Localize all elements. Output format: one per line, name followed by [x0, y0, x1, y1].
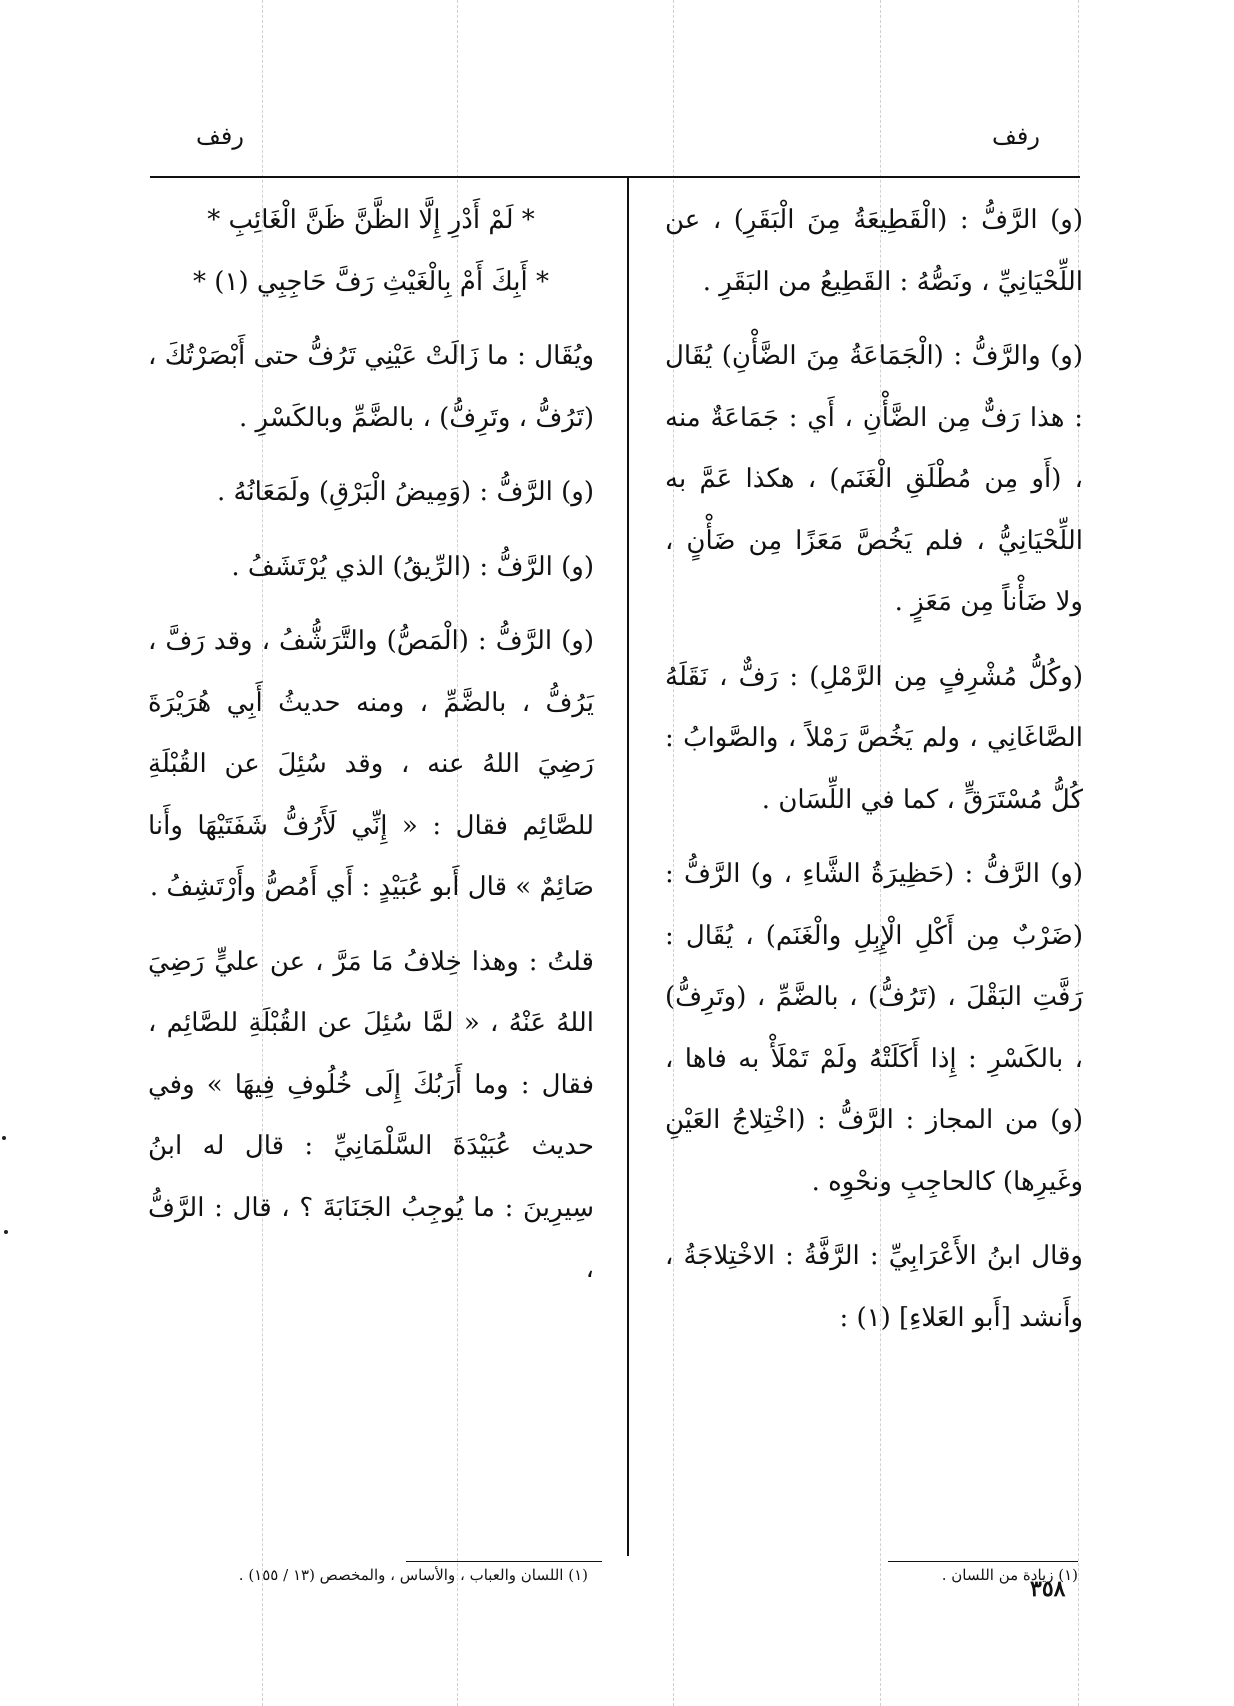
entry-paragraph: (و) والرَّفُّ : (الْجَمَاعَةُ مِنَ الضَّأْنِ) يُقَال : هذا رَفٌّ مِن الضَّأْنِ ، أَي : جَمَاعَةٌ منه ، (أَو مِن مُطْلَقِ الْغَنَم) ، هكذا عَمَّ به اللِّحْيَانِيُّ ، فلم يَخُصَّ مَعَزًا مِن ضَأْنٍ ، ولا ضَأْناً مِن مَعَزٍ .: [665, 341, 1083, 617]
entry-paragraph: (و) الرَّفُّ : (وَمِيضُ الْبَرْقِ) ولَمَعَانُهُ .: [216, 477, 594, 507]
running-head-left: رفف: [196, 122, 244, 150]
column-divider: [627, 178, 629, 1556]
footnote-rule-right: [888, 1561, 1078, 1562]
footnote-rule-left: [406, 1561, 602, 1562]
entry-paragraph: (و) الرَّفُّ : (حَظِيرَةُ الشَّاءِ ، و) الرَّفُّ : (ضَرْبٌ مِن أَكْلِ الْإِبِلِ والْغَنَم) ، يُقَال : رَفَّتِ البَقْلَ ، (تَرُفُّ) ، بالضَّمِّ ، (وتَرِفُّ) ، بالكَسْرِ : إِذا أَكَلَتْهُ ولَمْ تَمْلَأْ به فاها ، (و) من المجاز : الرَّفُّ : (اخْتِلاجُ العَيْنِ وغَيرِها) كالحاجِبِ ونحْوِه .: [665, 859, 1083, 1197]
entry-paragraph: (و) الرَّفُّ : (الرِّيقُ) الذي يُرْتَشَفُ .: [231, 551, 594, 582]
entry-paragraph: وقال ابنُ الأَعْرَابِيِّ : الرَّفَّةُ : الاخْتِلاجَةُ ، وأَنشد [أَبو العَلاءِ] (١) :: [665, 1241, 1083, 1333]
entry-paragraph: (وكُلُّ مُشْرِفٍ مِن الرَّمْلِ) : رَفٌّ ، نَقَلَهُ الصَّاغَانِي ، ولم يَخُصَّ رَمْلاً ، والصَّوابُ : كُلُّ مُسْتَرَقٍّ ، كما في اللِّسَان .: [665, 661, 1083, 815]
entry-paragraph: (و) الرَّفُّ : (الْمَصُّ) والتَّرَشُّفُ ، وقد رَفَّ ، يَرُفُّ ، بالضَّمِّ ، ومنه حديثُ أَبِي هُرَيْرَةَ رَضِيَ اللهُ عنه ، وقد سُئِلَ عن القُبْلَةِ للصَّائِم فقال : « إِنِّي لَأَرُفُّ شَفَتَيْهَا وأَنا صَائِمٌ » قال أَبو عُبَيْدٍ : أَي أَمُصُّ وأَرْتَشِفُ .: [148, 626, 594, 902]
running-head-right: رفف: [992, 122, 1040, 150]
scan-speck: [4, 1230, 8, 1234]
scan-speck: [2, 1136, 6, 1140]
left-column: [148, 190, 594, 1301]
page-number: ٣٥٨: [1030, 1576, 1066, 1602]
verse-line: * أَبِكَ أَمْ بِالْغَيْثِ رَفَّ حَاجِبِي (١) *: [193, 266, 549, 297]
entry-paragraph: قلتُ : وهذا خِلافُ مَا مَرَّ ، عن عليٍّ رَضِيَ اللهُ عَنْهُ ، « لمَّا سُئِلَ عن القُبْلَةِ للصَّائِم ، فقال : وما أَرَبُكَ إِلَى خُلُوفِ فِيهَا » وفي حديث عُبَيْدَةَ السَّلْمَانِيِّ : قال له ابنُ سِيرِينَ : ما يُوجِبُ الجَنَابَةَ ؟ ، قال : الرَّفُّ ،: [148, 946, 594, 1284]
verse-line: * لَمْ أَدْرِ إِلَّا الظَّنَّ ظَنَّ الْغَائِبِ *: [207, 205, 535, 235]
footnote-left: (١) اللسان والعباب ، والأساس ، والمخصص (١٣ / ١٥٥) .: [238, 1566, 588, 1584]
entry-paragraph: ويُقَال : ما زَالَتْ عَيْنِي تَرُفُّ حتى أَبْصَرْتُكَ ، (تَرُفُّ ، وتَرِفُّ) ، بالضَّمِّ وبالكَسْرِ .: [148, 341, 594, 433]
header-rule: [150, 176, 1080, 178]
footnote-right: (١) زيادة من اللسان .: [941, 1566, 1078, 1584]
right-column: [665, 190, 1083, 1349]
entry-paragraph: (و) الرَّفُّ : (الْقَطِيعَةُ مِنَ الْبَقَرِ) ، عن اللِّحْيَانِيِّ ، ونَصُّهُ : القَطِيعُ من البَقَرِ .: [665, 205, 1083, 297]
